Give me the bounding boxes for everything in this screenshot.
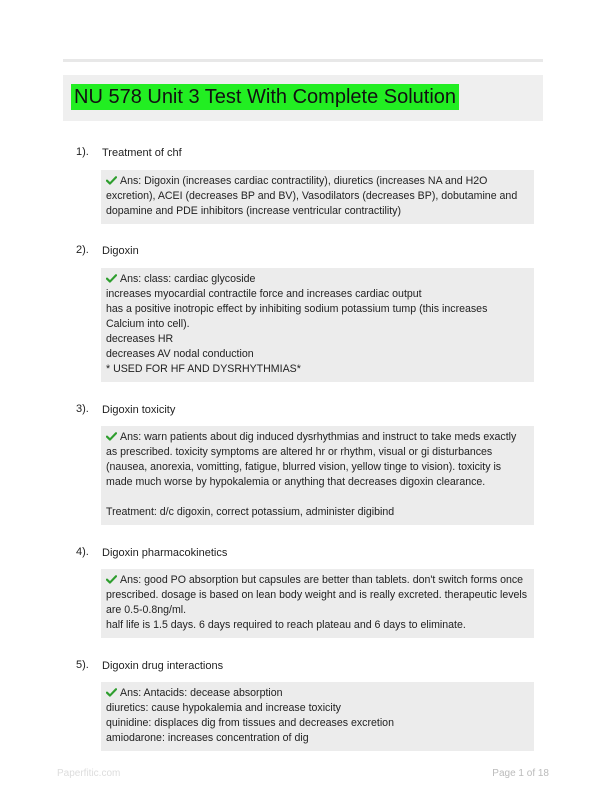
question-number: 1). xyxy=(76,146,89,158)
answer-text: are 0.5-0.8ng/ml. xyxy=(106,604,187,616)
answer-text: has a positive inotropic effect by inhibiting sodium potassium tump (this increases xyxy=(106,303,488,315)
check-icon xyxy=(106,575,117,584)
answer-text: as prescribed. toxicity symptoms are altered hr or rhythm, visual or gi disturbances xyxy=(106,446,493,458)
answer-line xyxy=(106,445,529,460)
answer-spacer xyxy=(106,490,529,505)
question-text: Digoxin drug interactions xyxy=(102,660,224,672)
answer-text: Ans: good PO absorption but capsules are better than tablets. don't switch forms once xyxy=(120,574,524,586)
answer-line xyxy=(106,686,529,701)
answer-line xyxy=(106,588,529,603)
answer-line xyxy=(106,287,529,302)
page-indicator: Page 1 of 18 xyxy=(492,768,549,779)
question-number: 5). xyxy=(76,659,89,671)
question-text: Digoxin xyxy=(102,245,139,257)
answer-text: Ans: class: cardiac glycoside xyxy=(120,273,256,285)
check-icon xyxy=(106,176,117,185)
answer-box xyxy=(101,170,534,224)
answer-text: made much worse by hypokalemia or anything that decreases digoxin clearance. xyxy=(106,476,486,488)
question-text: Digoxin pharmacokinetics xyxy=(102,547,228,559)
answer-line xyxy=(106,204,529,219)
answer-line xyxy=(106,189,529,204)
answer-box xyxy=(101,426,534,525)
answer-text: Ans: warn patients about dig induced dysrhythmias and instruct to take meds exactly xyxy=(120,431,517,443)
answer-line xyxy=(106,475,529,490)
answer-text: amiodarone: increases concentration of dig xyxy=(106,732,309,744)
answer-line xyxy=(106,347,529,362)
question-number: 4). xyxy=(76,546,89,558)
answer-line xyxy=(106,430,529,445)
answer-text: decreases AV nodal conduction xyxy=(106,348,254,360)
title-banner xyxy=(63,75,543,121)
answer-text: half life is 1.5 days. 6 days required to reach plateau and 6 days to eliminate. xyxy=(106,619,466,631)
answer-line xyxy=(106,332,529,347)
answer-text: decreases HR xyxy=(106,333,174,345)
answer-text: Calcium into cell). xyxy=(106,318,190,330)
answer-text: prescribed. dosage is based on lean body weight and is really excreted. therapeutic levels xyxy=(106,589,528,601)
answer-text: dopamine and PDE inhibitors (increase ventricular contractility) xyxy=(106,205,401,217)
answer-line xyxy=(106,618,529,633)
answer-text: quinidine: displaces dig from tissues and decreases excretion xyxy=(106,717,394,729)
answer-line xyxy=(106,603,529,618)
answer-box xyxy=(101,682,534,751)
answer-text: Ans: Digoxin (increases cardiac contractility), diuretics (increases NA and H2O xyxy=(120,175,488,187)
top-divider xyxy=(63,59,543,62)
check-icon xyxy=(106,688,117,697)
answer-line xyxy=(106,573,529,588)
question-text: Treatment of chf xyxy=(102,147,182,159)
answer-text: increases myocardial contractile force and increases cardiac output xyxy=(106,288,422,300)
question-text: Digoxin toxicity xyxy=(102,404,176,416)
answer-text: Ans: Antacids: decease absorption xyxy=(120,687,283,699)
answer-text: diuretics: cause hypokalemia and increase toxicity xyxy=(106,702,341,714)
footer-watermark: Paperfitic.com xyxy=(57,768,121,779)
question-number: 2). xyxy=(76,244,89,256)
answer-line xyxy=(106,362,529,377)
answer-text: Treatment: d/c digoxin, correct potassium, administer digibind xyxy=(106,506,395,518)
check-icon xyxy=(106,274,117,283)
answer-line xyxy=(106,174,529,189)
answer-line xyxy=(106,701,529,716)
answer-line xyxy=(106,317,529,332)
answer-line xyxy=(106,731,529,746)
answer-text: * USED FOR HF AND DYSRHYTHMIAS* xyxy=(106,363,301,375)
check-icon xyxy=(106,432,117,441)
document-title: NU 578 Unit 3 Test With Complete Solution xyxy=(71,84,459,110)
answer-line xyxy=(106,272,529,287)
answer-line xyxy=(106,505,529,520)
answer-box xyxy=(101,268,534,382)
answer-line xyxy=(106,460,529,475)
answer-text: (nausea, anorexia, vomitting, fatigue, blurred vision, yellow tinge to vision). toxicity is xyxy=(106,461,502,473)
answer-line xyxy=(106,302,529,317)
question-number: 3). xyxy=(76,403,89,415)
answer-line xyxy=(106,716,529,731)
answer-text: excretion), ACEI (decreases BP and BV), Vasodilators (decreases BP), dobutamine and xyxy=(106,190,518,202)
answer-box xyxy=(101,569,534,638)
